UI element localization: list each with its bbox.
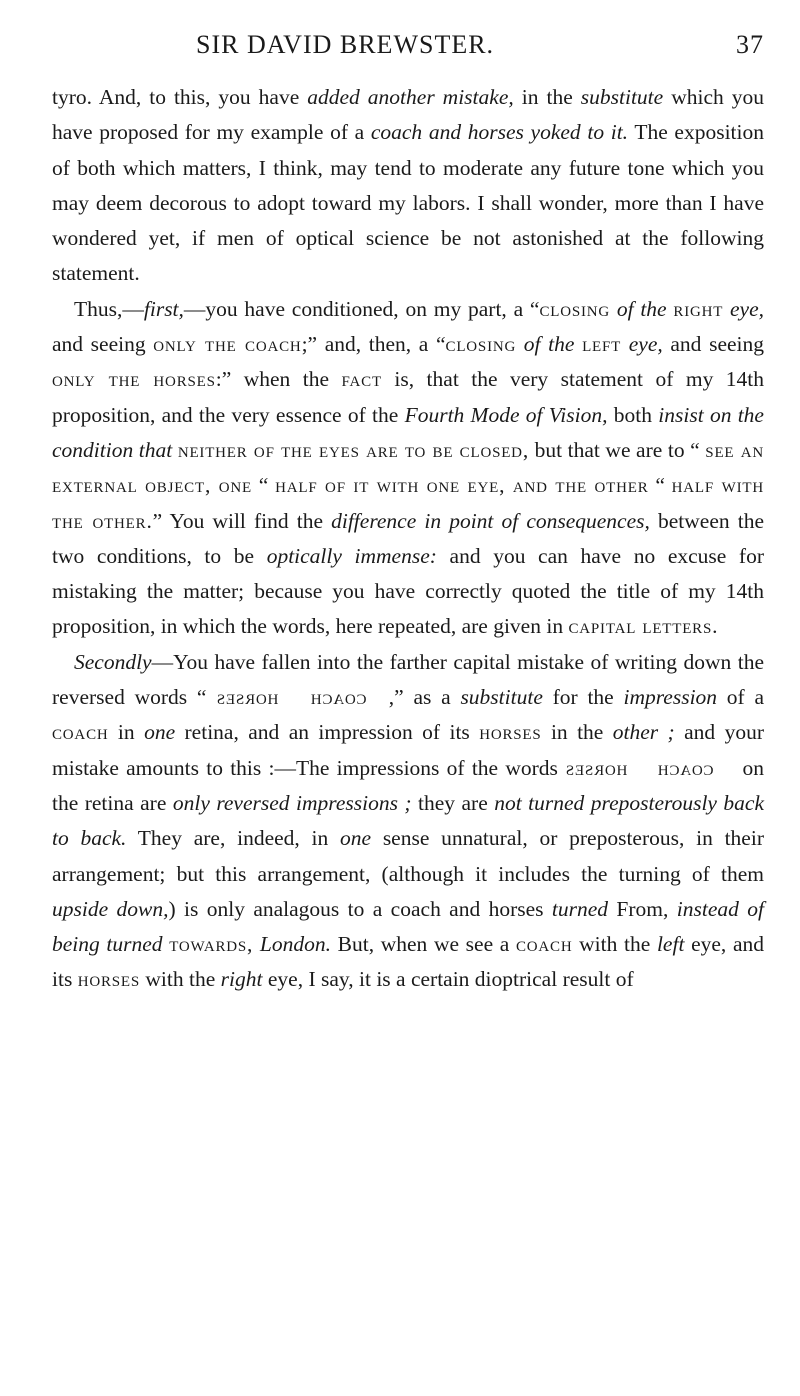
italic-run: substitute <box>580 85 664 109</box>
text-run: and seeing <box>662 332 764 357</box>
text-run <box>610 297 617 321</box>
text-run: of a <box>717 685 765 710</box>
text-run: From, <box>608 896 677 921</box>
italic-run: eye, <box>730 296 765 321</box>
italic-run: added another mistake, <box>307 85 514 109</box>
italic-run: one <box>144 720 176 745</box>
small-caps-run: towards, <box>169 932 254 957</box>
small-caps-run: horses <box>77 967 141 992</box>
reversed-word: coach <box>310 685 367 710</box>
italic-run: of the <box>523 332 575 357</box>
text-run: ;” and, then, a “ <box>301 332 446 357</box>
text-run: ) is only analagous to a coach and horses <box>168 896 552 921</box>
body-text <box>52 80 764 998</box>
paragraph <box>52 80 764 292</box>
text-run: They are, indeed, in <box>126 826 341 851</box>
text-run: tyro. And, to this, you have <box>52 85 308 109</box>
page-number: 37 <box>736 30 764 59</box>
small-caps-run: half with the other. <box>52 473 764 533</box>
book-page <box>52 30 764 998</box>
small-caps-run: coach <box>52 720 109 745</box>
italic-run: only reversed impressions ; <box>172 790 412 815</box>
text-run: with the <box>140 967 221 992</box>
text-run <box>253 932 260 956</box>
text-run: :” when the <box>215 367 342 392</box>
text-run: in the <box>541 720 613 745</box>
italic-run: substitute <box>460 685 543 710</box>
italic-run: Secondly <box>74 649 152 674</box>
running-title: SIR DAVID BREWSTER. <box>196 30 495 59</box>
text-run: —You have fallen into the farther capital mistake of writing down the reversed words “ <box>52 649 764 710</box>
text-run <box>621 332 629 356</box>
text-run <box>723 297 730 321</box>
text-run: in <box>108 720 145 745</box>
italic-run: difference in point of consequences, <box>331 508 650 533</box>
italic-run: upside down, <box>52 896 169 921</box>
text-run: “ <box>251 473 276 498</box>
small-caps-run: capital letters. <box>568 614 719 639</box>
paragraph <box>52 645 764 998</box>
small-caps-run: neither of the eyes are to be closed, <box>177 437 529 462</box>
text-run: “ <box>648 473 672 498</box>
italic-run: right <box>220 967 263 992</box>
text-run: and you can have no excuse for mistaking the matter; because you have correctly quoted the title of my 14th proposition, in which the words, here repeated, are given in <box>52 543 764 639</box>
text-run: and seeing <box>52 332 154 357</box>
text-run: The exposition of both which matters, I think, may tend to moderate any future tone which you may deem decorous to adopt toward my labors. I shall wonder, more than I have wondered yet, if men of optical science be not astonished at the following statement. <box>52 120 764 286</box>
small-caps-run: coach <box>515 932 573 957</box>
text-run: in the <box>513 85 581 109</box>
italic-run: coach and horses yoked to it. <box>370 120 629 145</box>
text-run: but that we are to “ <box>529 437 706 462</box>
text-run: for the <box>542 685 624 710</box>
italic-run: Fourth Mode of Vision, <box>404 402 608 427</box>
italic-run: one <box>340 826 372 851</box>
text-run <box>574 332 582 356</box>
text-run: and your mistake amounts to this :—The impressions of the words <box>52 720 764 780</box>
text-run: eye, I say, it is a certain dioptrical result of <box>262 967 634 992</box>
text-run: between the two conditions, to be <box>52 508 764 568</box>
reversed-word: coach <box>656 755 714 780</box>
italic-run: instead of being turned <box>52 896 764 957</box>
text-run <box>649 756 656 780</box>
text-run <box>516 332 524 356</box>
italic-run: of the <box>616 296 667 321</box>
small-caps-run: horses <box>479 720 542 745</box>
small-caps-run: only the coach <box>153 332 302 357</box>
text-run: eye, and its <box>52 932 764 992</box>
text-run: sense unnatural, or preposterous, in their arrangement; but this arrangement, (although it includes the turning of them <box>52 826 764 886</box>
italic-run: optically immense: <box>266 543 437 568</box>
italic-run: other ; <box>612 720 675 745</box>
small-caps-run: closing <box>539 296 611 321</box>
text-run <box>301 685 311 709</box>
text-run: ” You will find the <box>152 508 332 533</box>
italic-run: eye, <box>628 332 663 357</box>
text-run: But, when we see a <box>330 932 516 957</box>
small-caps-run: right <box>673 296 724 321</box>
text-run: which you have proposed for my example of a <box>52 85 764 145</box>
small-caps-run: left <box>582 332 622 357</box>
italic-run: first, <box>143 296 184 321</box>
italic-run: London. <box>259 932 331 957</box>
small-caps-run: closing <box>445 332 517 357</box>
text-run: is, that the very statement of my 14th proposition, and the very essence of the <box>52 367 764 427</box>
italic-run: not turned preposterously back to back. <box>52 790 765 851</box>
running-head <box>52 30 764 70</box>
italic-run: turned <box>551 896 609 921</box>
text-run: they are <box>411 790 495 815</box>
small-caps-run: fact <box>341 367 382 392</box>
text-run: Thus,— <box>74 296 144 321</box>
text-run: ,” as a <box>388 685 461 710</box>
reversed-word: horses <box>565 755 628 780</box>
italic-run: left <box>656 932 685 957</box>
text-run: on the retina are <box>52 755 765 815</box>
reversed-word: horses <box>216 685 279 710</box>
paragraph <box>52 292 764 645</box>
text-run: both <box>607 402 659 427</box>
text-run: with the <box>572 932 657 957</box>
italic-run: insist on the condition that <box>52 402 764 462</box>
text-run: —you have conditioned, on my part, a “ <box>183 296 540 321</box>
text-run: retina, and an impression of its <box>175 720 480 745</box>
italic-run: impression <box>623 685 718 710</box>
small-caps-run: only the horses <box>52 367 216 392</box>
small-caps-run: half of it with one eye, and the other <box>275 473 649 498</box>
small-caps-run: see an external object, one <box>52 437 764 498</box>
